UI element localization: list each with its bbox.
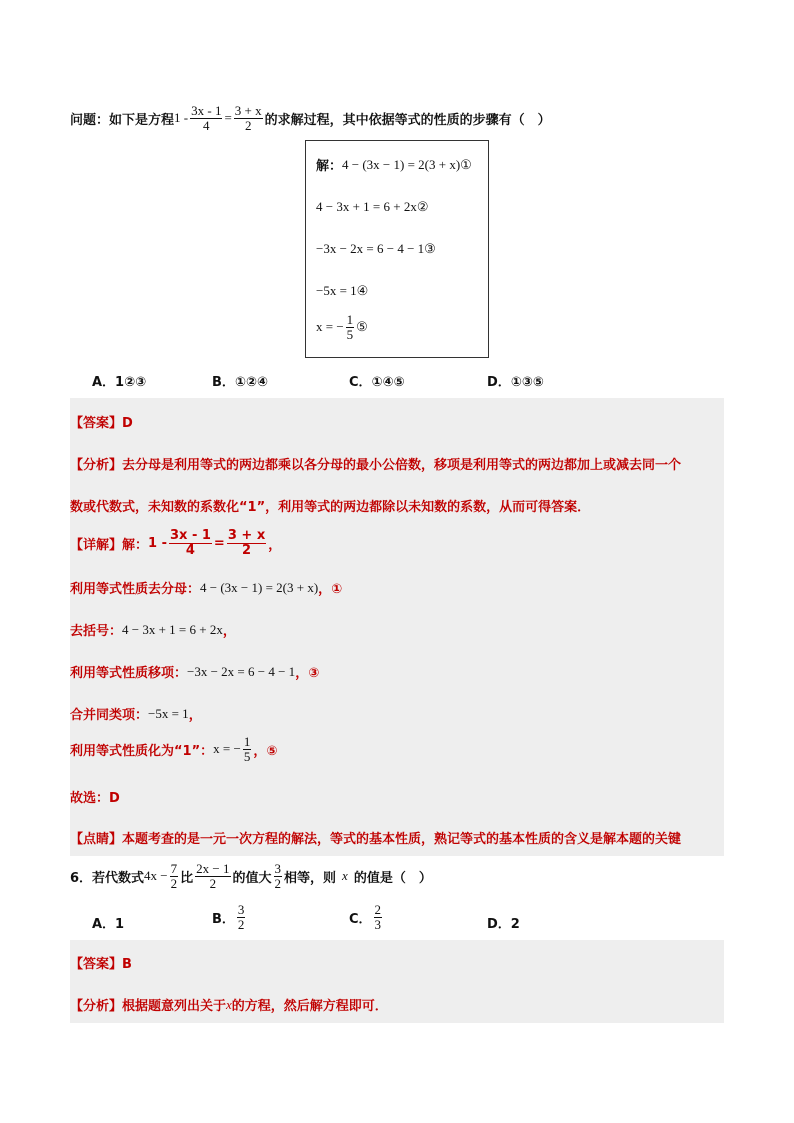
fraction-numerator: 7 — [170, 861, 178, 876]
choose-text: 故选：D — [70, 791, 120, 806]
fraction-denominator: 2 — [237, 916, 245, 932]
comment-line — [70, 828, 681, 847]
solution-step-4 — [316, 283, 368, 299]
fraction — [170, 862, 179, 890]
expression-lhs: 4x − — [144, 868, 168, 884]
solution-step-1 — [316, 155, 472, 174]
step-math: 4 − (3x − 1) = 2(3 + x) — [200, 579, 319, 595]
fraction — [195, 862, 230, 890]
fraction — [169, 529, 212, 557]
solution-step-2 — [316, 199, 428, 215]
step-mark: ① — [460, 156, 472, 172]
punctuation: ， — [268, 537, 282, 553]
detail-step-1 — [70, 578, 342, 597]
step-math: −3x − 2x = 6 − 4 − 1 — [187, 663, 296, 679]
question-6-stem — [70, 862, 432, 890]
answer-text: 【答案】B — [70, 957, 132, 972]
variable: x — [342, 868, 348, 884]
fraction — [374, 903, 383, 931]
question-5-stem — [70, 104, 551, 132]
detail-label: 【详解】解： — [70, 537, 149, 553]
equals-sign: = — [224, 110, 232, 126]
option-label: C． — [349, 911, 372, 927]
fraction-denominator: 2 — [170, 875, 178, 891]
step-label: 利用等式性质移项： — [70, 666, 188, 681]
step-math: −5x = 1 — [148, 705, 189, 721]
step-label: 去括号： — [70, 624, 123, 639]
fraction — [190, 104, 222, 132]
fraction-numerator: 3x - 1 — [169, 528, 211, 543]
fraction — [227, 529, 266, 557]
variable: x — [226, 996, 232, 1012]
step-math: x = − — [213, 741, 241, 757]
option-d: D．①③⑤ — [487, 375, 544, 390]
q6-option-a: A．1 — [92, 917, 125, 932]
step-label: 合并同类项： — [70, 708, 149, 723]
option-b: B．①②④ — [212, 375, 268, 390]
fraction-numerator: 1 — [243, 734, 251, 749]
solution-step-5 — [316, 313, 368, 341]
q6-answer-line — [70, 953, 132, 972]
equation-lhs: 1 - — [174, 110, 189, 126]
fraction — [274, 862, 283, 890]
step-tail: ，③ — [295, 666, 320, 681]
question-suffix: 的值是（ ） — [353, 870, 432, 886]
fraction-numerator: 1 — [346, 312, 354, 327]
equation-lhs: 1 - — [148, 535, 167, 551]
q6-option-b — [212, 903, 247, 931]
fraction-numerator: 3 — [237, 902, 245, 917]
question-prefix: 6．若代数式 — [70, 870, 145, 886]
detail-step-5 — [70, 735, 277, 763]
q6-option-c — [349, 903, 384, 931]
step-math: 4 − (3x − 1) = 2(3 + x) — [342, 156, 461, 172]
fraction — [243, 735, 252, 763]
analysis-text: 【分析】根据题意列出关于 — [70, 999, 227, 1014]
fraction-numerator: 2 — [374, 902, 382, 917]
fraction-numerator: 3 — [274, 861, 282, 876]
fraction-numerator: 3 + x — [234, 103, 262, 118]
fraction-denominator: 4 — [185, 542, 195, 558]
option-label: B． — [212, 911, 235, 927]
equals-sign: = — [213, 535, 225, 551]
step-math: −5x = 1 — [316, 283, 357, 298]
comparison-phrase: 的值大 — [232, 870, 272, 886]
fraction-denominator: 2 — [274, 875, 282, 891]
detail-step-4 — [70, 704, 202, 723]
fraction-denominator: 5 — [346, 326, 354, 342]
q6-option-d: D．2 — [487, 917, 520, 932]
step-tail: ， — [188, 708, 202, 723]
fraction — [234, 104, 263, 132]
answer-line — [70, 412, 133, 431]
solve-label: 解： — [316, 159, 343, 174]
step-math: x = − — [316, 319, 344, 335]
solution-step-3 — [316, 241, 436, 257]
step-tail: ， — [222, 624, 236, 639]
analysis-text: 数或代数式，未知数的系数化“1”，利用等式的两边都除以未知数的系数，从而可得答案． — [70, 500, 591, 515]
step-label: 利用等式性质去分母： — [70, 582, 201, 597]
step-math: −3x − 2x = 6 − 4 − 1 — [316, 241, 425, 256]
step-label: 利用等式性质化为“1”： — [70, 743, 214, 759]
fraction-numerator: 3x - 1 — [191, 103, 222, 118]
fraction-numerator: 3 + x — [227, 528, 266, 543]
choose-line — [70, 787, 120, 806]
step-mark: ④ — [356, 283, 369, 298]
step-math: 4 − 3x + 1 = 6 + 2x — [122, 621, 223, 637]
analysis-line-2 — [70, 496, 590, 515]
step-tail: ，⑤ — [253, 743, 278, 759]
fraction-denominator: 3 — [374, 916, 382, 932]
detail-step-2 — [70, 620, 236, 639]
analysis-text: 的方程，然后解方程即可． — [231, 999, 388, 1014]
comment-text: 【点睛】本题考查的是一元一次方程的解法，等式的基本性质，熟记等式的基本性质的含义是解本题的关键 — [70, 832, 682, 847]
fraction-denominator: 5 — [243, 748, 251, 764]
question-tail: 的求解过程，其中依据等式的性质的步骤有（ ） — [264, 112, 551, 128]
fraction — [346, 313, 355, 341]
fraction-denominator: 2 — [244, 117, 252, 133]
step-mark: ③ — [424, 241, 436, 256]
comparison-word: 比 — [180, 870, 194, 886]
fraction-denominator: 2 — [209, 875, 217, 891]
fraction-denominator: 2 — [241, 542, 252, 558]
option-c: C．①④⑤ — [349, 375, 405, 390]
step-math: 4 − 3x + 1 = 6 + 2x — [316, 199, 417, 214]
analysis-line-1 — [70, 454, 681, 473]
q6-analysis-line — [70, 995, 388, 1014]
detail-line — [70, 529, 281, 557]
step-mark: ② — [416, 199, 429, 214]
solution-box — [305, 140, 489, 358]
fraction-denominator: 4 — [203, 117, 210, 133]
question-suffix: 相等，则 — [284, 870, 337, 886]
fraction-numerator: 2x − 1 — [196, 861, 230, 876]
analysis-text: 【分析】去分母是利用等式的两边都乘以各分母的最小公倍数，移项是利用等式的两边都加上或减去同一个 — [70, 458, 682, 473]
answer-text: 【答案】D — [70, 416, 133, 431]
option-a: A．1②③ — [92, 375, 147, 390]
fraction — [237, 903, 246, 931]
detail-step-3 — [70, 662, 319, 681]
question-intro: 问题：如下是方程 — [70, 112, 175, 128]
step-mark: ⑤ — [356, 319, 368, 335]
step-tail: ，① — [318, 582, 343, 597]
